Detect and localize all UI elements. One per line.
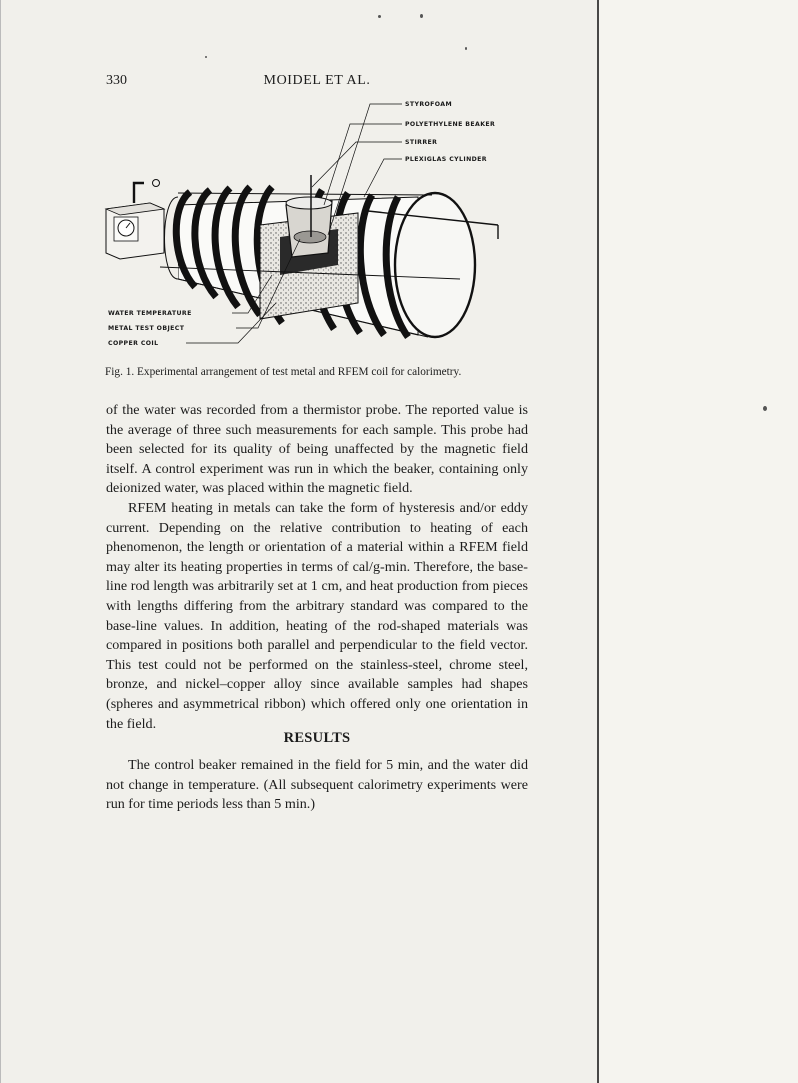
paragraph: The control beaker remained in the field for 5 min, and the water did not change in temperature. (All subsequent calorimetry experiments were run for time periods less than 5 min.) xyxy=(106,757,528,813)
page-edge-line xyxy=(597,0,599,1083)
apparatus-diagram xyxy=(100,97,530,359)
polyethylene-beaker xyxy=(286,197,332,257)
label-copper-coil: COPPER COIL xyxy=(108,340,159,347)
scan-speck xyxy=(205,56,207,58)
scan-speck xyxy=(465,47,467,50)
scan-speck xyxy=(763,406,767,411)
label-stirrer: STIRRER xyxy=(405,139,438,146)
figure-1 xyxy=(100,97,530,359)
scan-speck xyxy=(378,15,381,18)
figure-caption: Fig. 1. Experimental arrangement of test metal and RFEM coil for calorimetry. xyxy=(105,366,462,378)
page-header xyxy=(106,73,528,93)
section-heading-results: RESULTS xyxy=(283,730,351,746)
page-left-edge xyxy=(0,0,1,1083)
label-polyethylene-beaker: POLYETHYLENE BEAKER xyxy=(405,121,496,128)
running-head: MOIDEL ET AL. xyxy=(263,73,371,88)
page-number: 330 xyxy=(106,73,127,88)
label-styrofoam: STYROFOAM xyxy=(405,101,453,108)
adjacent-page-strip xyxy=(599,0,798,1083)
label-plexiglas-cylinder: PLEXIGLAS CYLINDER xyxy=(405,156,487,163)
thermistor-meter xyxy=(106,180,164,260)
paragraph: of the water was recorded from a thermistor probe. The reported value is the average of three such measurements for each sample. This probe had been selected for its quality of being unaffected by the magnetic field itself. A control experiment was run in which the beaker, containing only deionized water, was placed within the magnetic field. xyxy=(106,402,528,497)
label-metal-test-object: METAL TEST OBJECT xyxy=(108,325,185,332)
paragraph: RFEM heating in metals can take the form of hysteresis and/or eddy current. Depending on the relative contribution to heating of each phenomenon, the length or orientation of a material within a RFEM field may alter its heating properties in terms of cal/g-min. Therefore, the base-line rod length was arbitrarily set at 1 cm, and heat production from pieces with lengths differing from the arbitrary standard was compared to the base-line values. In addition, heating of the rod-shaped materials was compared in positions both parallel and perpendicular to the field vector. This test could not be performed on the stainless-steel, chrome steel, bronze, and nickel–copper alloy since available samples had shapes (spheres and asymmetrical ribbon) which offered only one orientation in the field. xyxy=(106,499,528,732)
results-text xyxy=(106,756,528,815)
label-water-temperature: WATER TEMPERATURE xyxy=(108,310,192,317)
meter-cable xyxy=(134,183,144,203)
scan-speck xyxy=(420,14,423,18)
body-text xyxy=(106,401,528,734)
